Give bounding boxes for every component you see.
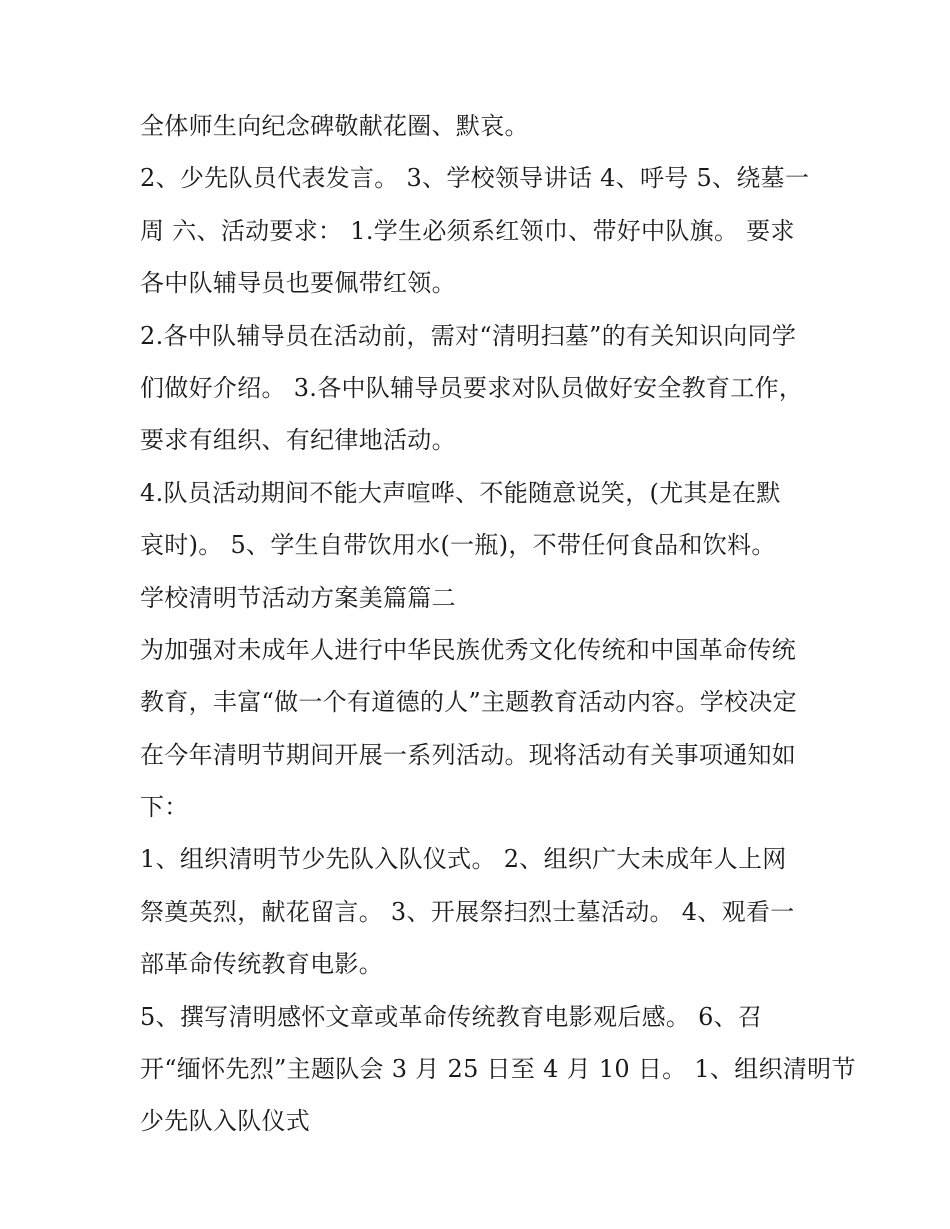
text-line: 全体师生向纪念碑敬献花圈、默哀。 xyxy=(140,112,529,140)
text-line: 下： xyxy=(140,793,189,822)
text-line: 部革命传统教育电影。 xyxy=(140,950,383,979)
document-body xyxy=(140,100,856,1148)
text-line: 在今年清明节期间开展一系列活动。现将活动有关事项通知如 xyxy=(140,740,797,769)
text-line: 开“缅怀先烈”主题队会 3 月 25 日至 4 月 10 日。 1、组织清明节 xyxy=(140,1055,856,1084)
text-line: 5、撰写清明感怀文章或革命传统教育电影观后感。 6、召 xyxy=(140,1002,763,1031)
text-line: 2.各中队辅导员在活动前，需对“清明扫墓”的有关知识向同学 xyxy=(140,321,797,350)
text-line: 各中队辅导员也要佩带红领。 xyxy=(140,269,456,298)
section-heading: 学校清明节活动方案美篇篇二 xyxy=(140,583,456,612)
text-line: 祭奠英烈，献花留言。 3、开展祭扫烈士墓活动。 4、观看一 xyxy=(140,897,795,926)
text-line: 为加强对未成年人进行中华民族优秀文化传统和中国革命传统 xyxy=(140,635,797,664)
text-line: 1、组织清明节少先队入队仪式。 2、组织广大未成年人上网 xyxy=(140,845,787,874)
text-line: 要求有组织、有纪律地活动。 xyxy=(140,426,456,455)
text-line: 教育，丰富“做一个有道德的人”主题教育活动内容。学校决定 xyxy=(140,688,797,717)
text-line: 周 六、活动要求： 1.学生必须系红领巾、带好中队旗。 要求 xyxy=(140,216,795,245)
text-line: 哀时)。 5、学生自带饮用水(一瓶)，不带任何食品和饮料。 xyxy=(140,531,776,560)
text-line: 少先队入队仪式 xyxy=(140,1107,311,1136)
text-line: 4.队员活动期间不能大声喧哗、不能随意说笑，(尤其是在默 xyxy=(140,478,781,507)
text-line: 2、少先队员代表发言。 3、学校领导讲话 4、呼号 5、绕墓一 xyxy=(140,164,810,193)
text-line: 们做好介绍。 3.各中队辅导员要求对队员做好安全教育工作， xyxy=(140,373,804,402)
